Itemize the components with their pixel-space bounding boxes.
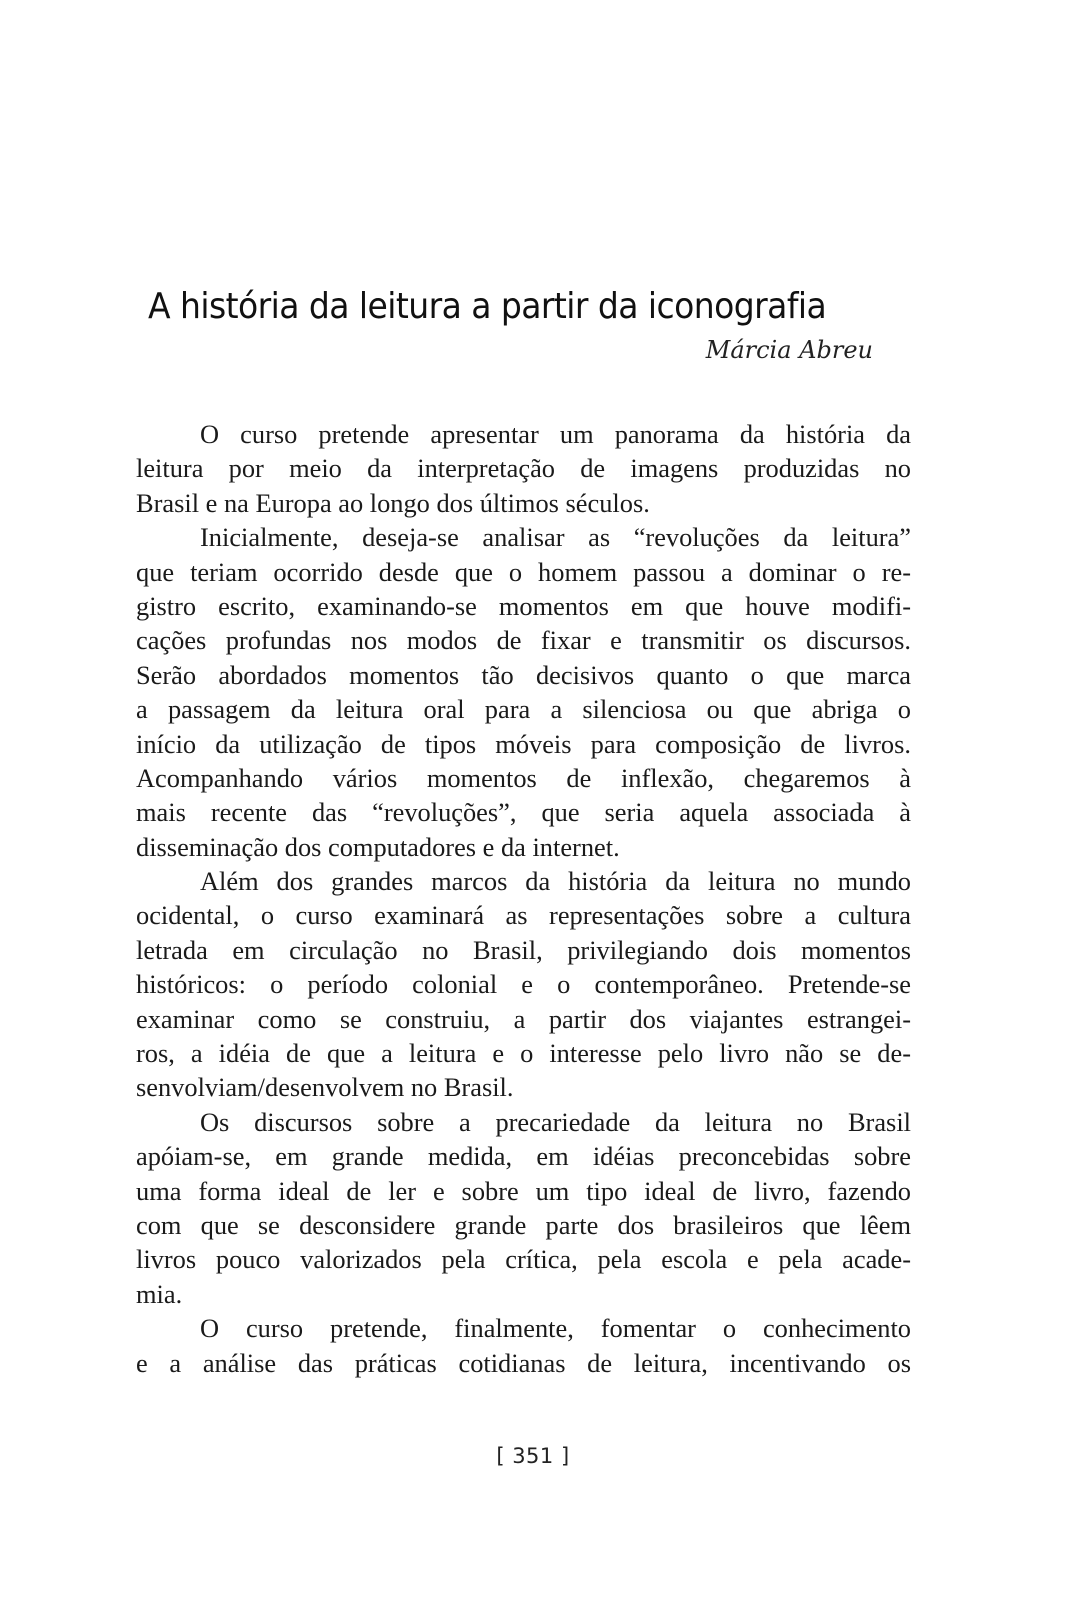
text-line: Serão abordados momentos tão decisivos quanto o que marca bbox=[136, 659, 911, 690]
text-line: O curso pretende, finalmente, fomentar o conhecimento bbox=[200, 1313, 911, 1344]
text-line: cações profundas nos modos de fixar e transmitir os discursos. bbox=[136, 625, 911, 656]
text-line: início da utilização de tipos móveis para composição de livros. bbox=[136, 728, 911, 759]
text-line: históricos: o período colonial e o contemporâneo. Pretende-se bbox=[136, 969, 911, 1000]
paragraph bbox=[136, 1311, 911, 1380]
text-line: a passagem da leitura oral para a silenciosa ou que abriga o bbox=[136, 694, 911, 725]
author-name: Márcia Abreu bbox=[705, 336, 873, 364]
paragraph bbox=[136, 864, 911, 1105]
text-line: Acompanhando vários momentos de inflexão, chegaremos à bbox=[136, 762, 911, 793]
text-line: O curso pretende apresentar um panorama da história da bbox=[200, 419, 911, 449]
page-number: [ 351 ] bbox=[496, 1444, 570, 1468]
paragraph bbox=[136, 520, 911, 864]
text-line: mais recente das “revoluções”, que seria aquela associada à bbox=[136, 797, 911, 828]
text-line: gistro escrito, examinando-se momentos em que houve modifi- bbox=[136, 590, 911, 621]
text-line: ros, a idéia de que a leitura e o interesse pelo livro não se de- bbox=[136, 1038, 911, 1069]
text-line: e a análise das práticas cotidianas de leitura, incentivando os bbox=[136, 1347, 911, 1378]
text-line: uma forma ideal de ler e sobre um tipo ideal de livro, fazendo bbox=[136, 1175, 911, 1206]
text-line: Os discursos sobre a precariedade da leitura no Brasil bbox=[200, 1106, 911, 1137]
paragraph bbox=[136, 1105, 911, 1311]
text-line: livros pouco valorizados pela crítica, pela escola e pela acade- bbox=[136, 1244, 911, 1275]
text-line: senvolviam/desenvolvem no Brasil. bbox=[136, 1072, 514, 1103]
text-line: Inicialmente, deseja-se analisar as “revoluções da leitura” bbox=[200, 522, 911, 553]
text-line: com que se desconsidere grande parte dos brasileiros que lêem bbox=[136, 1209, 911, 1240]
text-line: mia. bbox=[136, 1278, 183, 1309]
article-title: A história da leitura a partir da iconografia bbox=[148, 285, 827, 327]
text-line: leitura por meio da interpretação de imagens produzidas no bbox=[136, 453, 911, 484]
text-line: apóiam-se, em grande medida, em idéias preconcebidas sobre bbox=[136, 1141, 911, 1172]
text-line: que teriam ocorrido desde que o homem passou a dominar o re- bbox=[136, 556, 911, 587]
text-line: ocidental, o curso examinará as representações sobre a cultura bbox=[136, 900, 911, 931]
text-line: letrada em circulação no Brasil, privilegiando dois momentos bbox=[136, 934, 911, 965]
text-line: Brasil e na Europa ao longo dos últimos séculos. bbox=[136, 487, 650, 518]
paragraph bbox=[136, 417, 911, 520]
text-line: disseminação dos computadores e da internet. bbox=[136, 831, 620, 862]
text-line: examinar como se construiu, a partir dos viajantes estrangei- bbox=[136, 1003, 911, 1034]
text-line: Além dos grandes marcos da história da leitura no mundo bbox=[200, 866, 911, 897]
article-body bbox=[136, 417, 911, 1380]
